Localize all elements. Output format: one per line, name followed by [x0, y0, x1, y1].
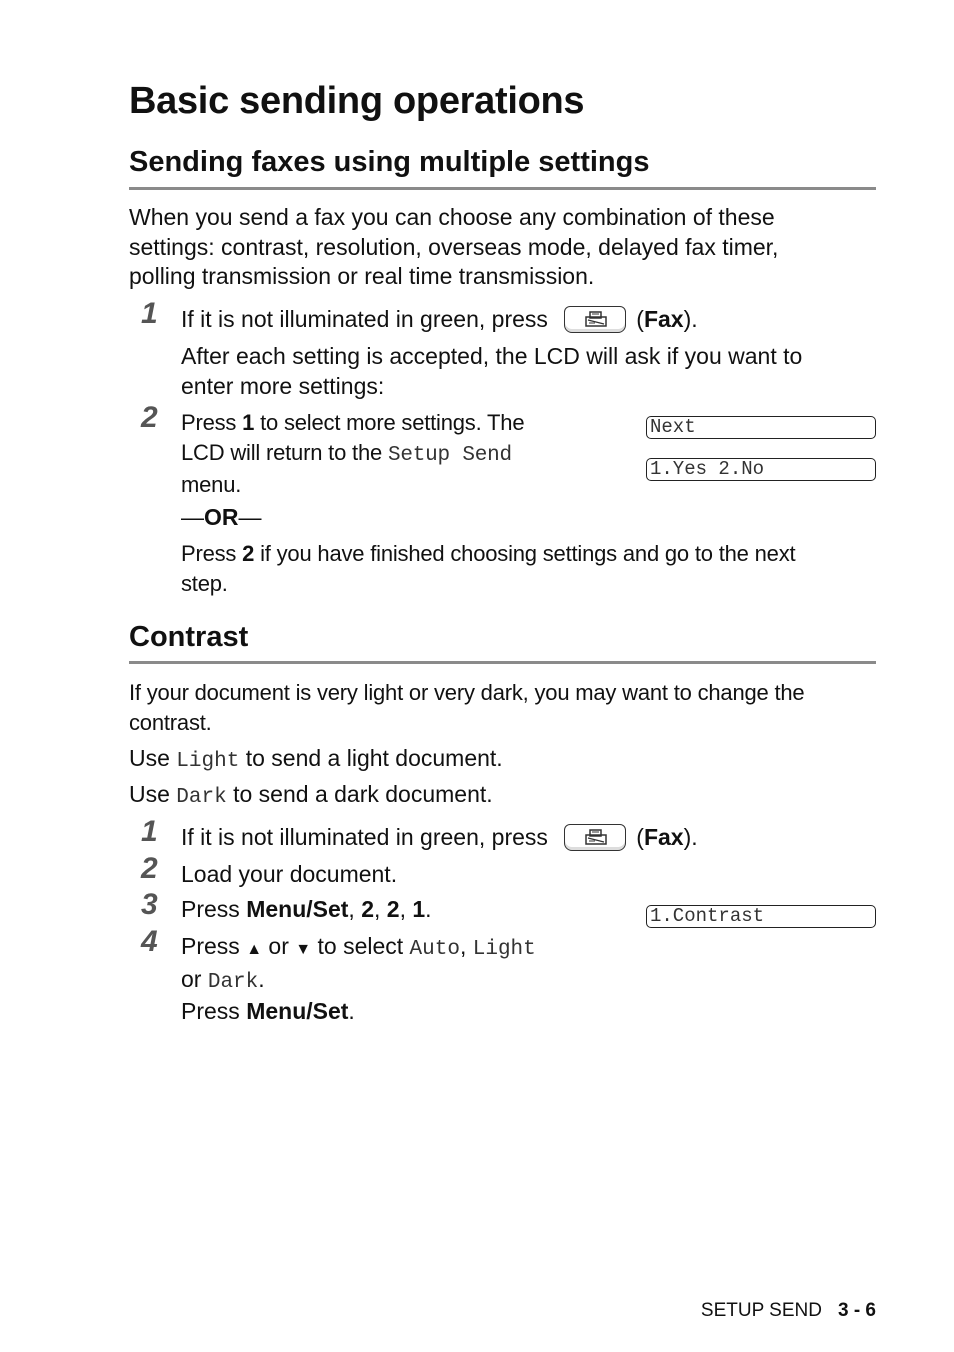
intro-line: When you send a fax you can choose any combination of these: [129, 204, 775, 230]
step-number: 2: [141, 401, 158, 434]
intro-line: settings: contrast, resolution, overseas mode, delayed fax timer,: [129, 233, 779, 260]
fax-button-icon[interactable]: [564, 824, 626, 851]
section-heading-contrast: Contrast: [129, 621, 249, 653]
step-text: If it is not illuminated in green, press: [181, 306, 548, 332]
contrast-step4-press: Press Menu/Set.: [181, 998, 355, 1024]
step-number: 4: [141, 925, 158, 958]
fax-key-label: Fax: [643, 824, 684, 850]
page-footer: [600, 1300, 876, 1322]
step-number: 3: [141, 888, 158, 921]
footer-page-number: 3 - 6: [837, 1300, 876, 1321]
lcd-display: 1.Yes 2.No: [646, 458, 876, 481]
down-arrow-icon: ▼: [295, 941, 312, 958]
section2-intro: If your document is very light or very dark, you may want to change the contrast.: [129, 680, 805, 735]
step1-after: After each setting is accepted, the LCD will ask if you want to enter more settings:: [181, 343, 803, 399]
contrast-step4-text: Press ▲ or ▼ to select Auto, Light or Dark.: [181, 933, 536, 994]
lcd-display: Next: [646, 416, 876, 439]
step-number: 2: [141, 852, 158, 885]
lcd-display: 1.Contrast: [646, 905, 876, 928]
step-number: 1: [141, 297, 158, 330]
step2-alt: Press 2 if you have finished choosing settings and go to the next step.: [181, 541, 796, 596]
step-number: 1: [141, 815, 158, 848]
fax-glyph-icon: [583, 310, 609, 328]
fax-key-label: Fax: [643, 306, 684, 332]
page-title: Basic sending operations: [129, 80, 585, 122]
step1-text: If it is not illuminated in green, press (Fax).: [181, 306, 698, 332]
contrast-step3-text: Press Menu/Set, 2, 2, 1.: [181, 896, 432, 922]
use-dark-line: Use Dark to send a dark document.: [129, 781, 493, 809]
step2-text: Press 1 to select more settings. The LCD will return to the Setup Send menu.: [181, 410, 525, 497]
footer-section: SETUP SEND: [700, 1300, 822, 1321]
section-rule: [129, 661, 876, 664]
contrast-step2-text: Load your document.: [181, 861, 398, 887]
use-light-line: Use Light to send a light document.: [129, 745, 503, 773]
fax-button-icon[interactable]: [564, 306, 626, 333]
section1-intro: [129, 203, 889, 292]
up-arrow-icon: ▲: [246, 941, 263, 958]
section-heading-multiple-settings: Sending faxes using multiple settings: [129, 146, 650, 178]
or-separator: —OR—: [181, 504, 262, 530]
fax-glyph-icon: [583, 828, 609, 846]
contrast-step1-text: If it is not illuminated in green, press (Fax).: [181, 824, 698, 850]
section-rule: [129, 187, 876, 190]
intro-line: polling transmission or real time transmission.: [129, 263, 595, 289]
